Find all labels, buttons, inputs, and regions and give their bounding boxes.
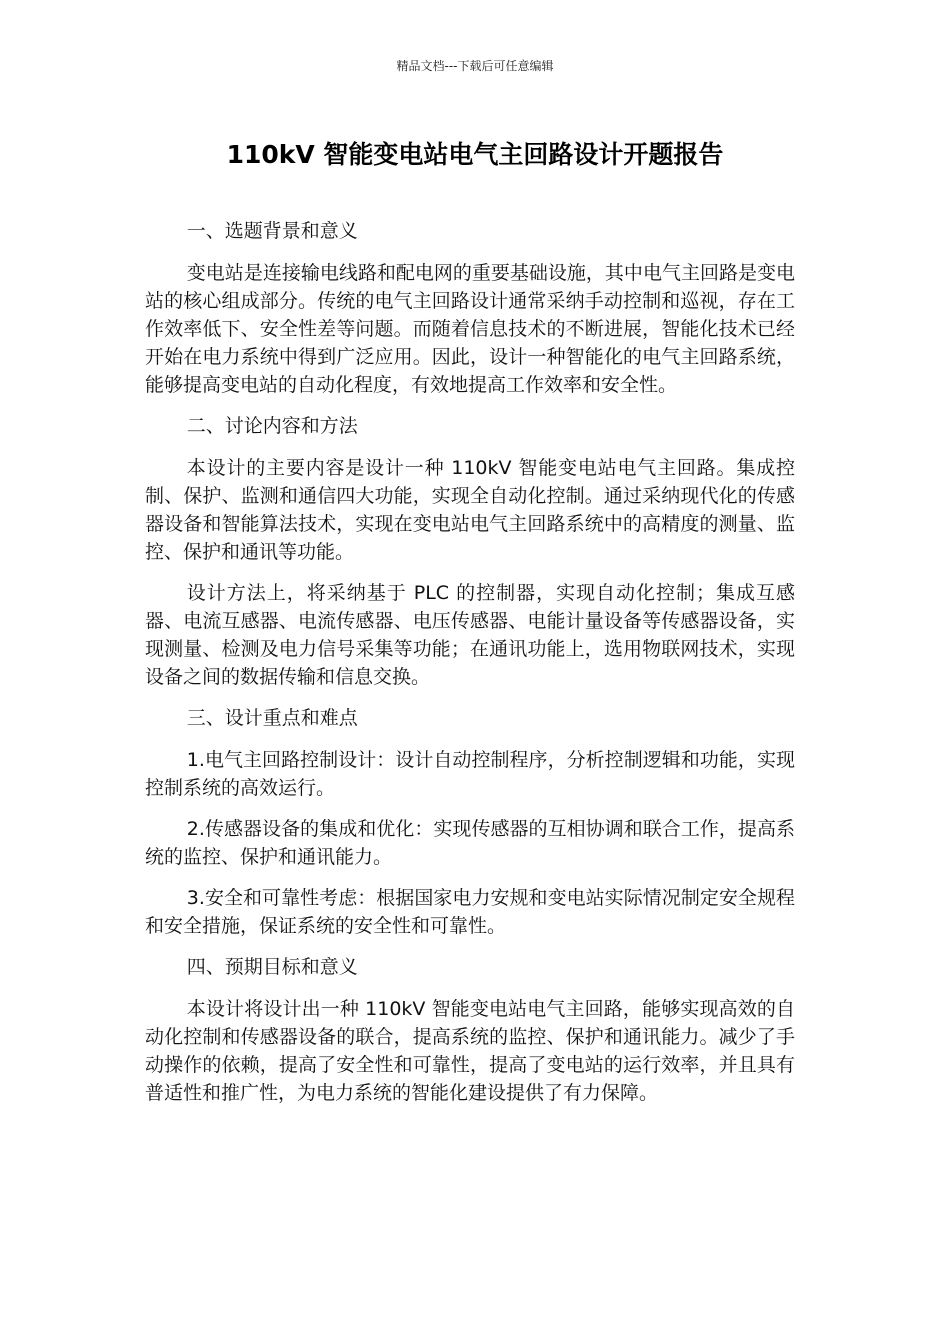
list-item: 3.安全和可靠性考虑：根据国家电力安规和变电站实际情况制定安全规程和安全措施，保证系统的安全性和可靠性。 [145,887,795,937]
body-paragraph: 本设计的主要内容是设计一种 110kV 智能变电站电气主回路。集成控制、保护、监测和通信四大功能，实现全自动化控制。通过采纳现代化的传感器设备和智能算法技术，实现在变电站电气主回路系统中的高精度的测量、监控、保护和通讯等功能。 [145,457,795,563]
list-item: 1.电气主回路控制设计：设计自动控制程序，分析控制逻辑和功能，实现控制系统的高效运行。 [145,749,795,799]
document-body [145,217,795,1120]
section-heading: 一、选题背景和意义 [186,220,358,242]
body-paragraph: 本设计将设计出一种 110kV 智能变电站电气主回路，能够实现高效的自动化控制和传感器设备的联合，提高系统的监控、保护和通讯能力。减少了手动操作的依赖，提高了安全性和可靠性，提高了变电站的运行效率，并且具有普适性和推广性，为电力系统的智能化建设提供了有力保障。 [145,998,795,1104]
list-item: 2.传感器设备的集成和优化：实现传感器的互相协调和联合工作，提高系统的监控、保护和通讯能力。 [145,818,795,868]
body-paragraph: 变电站是连接输电线路和配电网的重要基础设施，其中电气主回路是变电站的核心组成部分。传统的电气主回路设计通常采纳手动控制和巡视，存在工作效率低下、安全性差等问题。而随着信息技术的不断进展，智能化技术已经开始在电力系统中得到广泛应用。因此，设计一种智能化的电气主回路系统，能够提高变电站的自动化程度，有效地提高工作效率和安全性。 [145,262,795,396]
document-title: 110kV 智能变电站电气主回路设计开题报告 [226,140,724,169]
section-heading: 四、预期目标和意义 [186,956,358,978]
section-heading: 三、设计重点和难点 [186,707,358,729]
page-header: 精品文档---下载后可任意编辑 [396,59,554,73]
body-paragraph: 设计方法上，将采纳基于 PLC 的控制器，实现自动化控制；集成互感器、电流互感器、电流传感器、电压传感器、电能计量设备等传感器设备，实现测量、检测及电力信号采集等功能；在通讯功能上，选用物联网技术，实现设备之间的数据传输和信息交换。 [145,582,795,688]
section-heading: 二、讨论内容和方法 [186,415,358,437]
